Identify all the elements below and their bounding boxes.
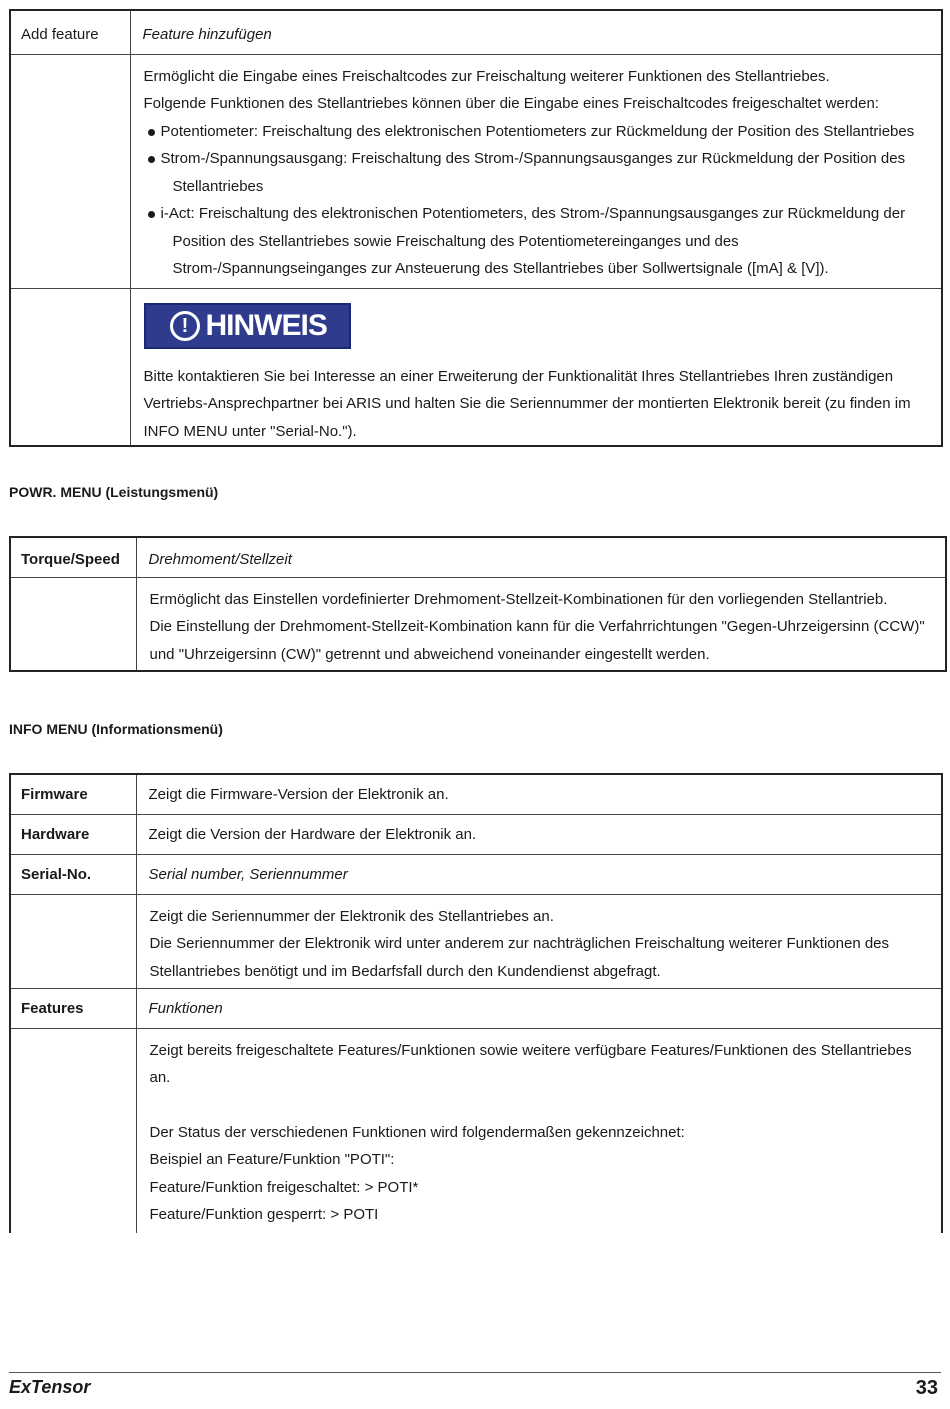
serial-para-1: Zeigt die Seriennummer der Elektronik des Stellantriebes an. [149, 907, 554, 925]
torque-speed-content [136, 577, 946, 671]
footer-page-number: 33 [915, 1377, 938, 1399]
features-title: Funktionen [136, 988, 942, 1028]
serial-para-2: Die Seriennummer der Elektronik wird unter anderem zur nachträglichen Freischaltung weiterer Funktionen des Stellantriebes benötigt und im Bedarfsfall durch den Kundendienst abgefragt. [149, 935, 890, 980]
features-label: Features [10, 988, 136, 1028]
bullet-current-voltage-output: Strom-/Spannungsausgang: Freischaltung des Strom-/Spannungsausganges zur Rückmeldung der Position des Stellantriebes [144, 145, 928, 200]
empty-cell [10, 894, 136, 988]
features-line-1: Der Status der verschiedenen Funktionen wird folgendermaßen gekennzeichnet: [149, 1123, 685, 1141]
features-para-1: Zeigt bereits freigeschaltete Features/Funktionen sowie weitere verfügbare Features/Funktionen des Stellantriebes an. [149, 1041, 912, 1086]
add-feature-label: Add feature [10, 10, 130, 54]
info-menu-heading: INFO MENU (Informationsmenü) [9, 721, 223, 737]
hardware-text: Zeigt die Version der Hardware der Elektronik an. [136, 814, 942, 854]
exclamation-icon: ! [170, 311, 200, 341]
torque-speed-para-1: Ermöglicht das Einstellen vordefinierter Drehmoment-Stellzeit-Kombinationen für den vorliegenden Stellantrieb. [149, 590, 888, 608]
footer-divider [9, 1372, 941, 1373]
feature-bullet-list [144, 118, 928, 283]
features-line-2: Beispiel an Feature/Funktion "POTI": [149, 1151, 395, 1168]
notice-label: HINWEIS [205, 308, 327, 342]
empty-cell [10, 1028, 136, 1233]
empty-cell [10, 288, 130, 446]
add-feature-title: Feature hinzufügen [130, 10, 942, 54]
hardware-label: Hardware [10, 814, 136, 854]
features-line-4: Feature/Funktion gesperrt: > POTI [149, 1206, 379, 1223]
serial-title: Serial number, Seriennummer [136, 854, 942, 894]
firmware-label: Firmware [10, 774, 136, 814]
torque-speed-para-2: Die Einstellung der Drehmoment-Stellzeit-Kombination kann für die Verfahrrichtungen "Gegen-Uhrzeigersinn (CCW)" und "Uhrzeigersinn (CW)" getrennt und abweichend voneinander eingestellt werden. [149, 618, 925, 663]
notice-text: Bitte kontaktieren Sie bei Interesse an einer Erweiterung der Funktionalität Ihres Stellantriebes Ihren zuständigen Vertriebs-Ansprechpartner bei ARIS und halten Sie die Seriennummer der montierten Elektronik bereit (zu finden im INFO MENU unter "Serial-No."). [143, 367, 911, 440]
add-feature-content [130, 54, 942, 288]
add-feature-table [9, 9, 943, 447]
firmware-text: Zeigt die Firmware-Version der Elektronik an. [136, 774, 942, 814]
serial-label: Serial-No. [10, 854, 136, 894]
features-line-3: Feature/Funktion freigeschaltet: > POTI* [149, 1178, 419, 1196]
torque-speed-label: Torque/Speed [10, 537, 136, 577]
notice-content [130, 288, 942, 446]
info-menu-table [9, 773, 943, 1233]
add-feature-para-1: Ermöglicht die Eingabe eines Freischaltcodes zur Freischaltung weiterer Funktionen des Stellantriebes. [143, 67, 830, 85]
torque-speed-title: Drehmoment/Stellzeit [136, 537, 946, 577]
footer-product-name: ExTensor [9, 1377, 91, 1397]
bullet-i-act: i-Act: Freischaltung des elektronischen Potentiometers, des Strom-/Spannungsausganges zur Rückmeldung der Position des Stellantriebes sowie Freischaltung des Potentiometereinganges und des Strom-/Spannungseinganges zur Ansteuerung des Stellantriebes über Sollwertsignale ([mA] & [V]). [144, 200, 928, 283]
notice-badge [144, 303, 351, 349]
bullet-potentiometer: Potentiometer: Freischaltung des elektronischen Potentiometers zur Rückmeldung der Position des Stellantriebes [144, 118, 928, 146]
powr-menu-heading: POWR. MENU (Leistungsmenü) [9, 484, 219, 500]
torque-speed-table [9, 536, 947, 672]
empty-cell [10, 54, 130, 288]
add-feature-para-2: Folgende Funktionen des Stellantriebes können über die Eingabe eines Freischaltcodes freigeschaltet werden: [143, 95, 879, 112]
serial-content [136, 894, 942, 988]
features-content [136, 1028, 942, 1233]
empty-cell [10, 577, 136, 671]
